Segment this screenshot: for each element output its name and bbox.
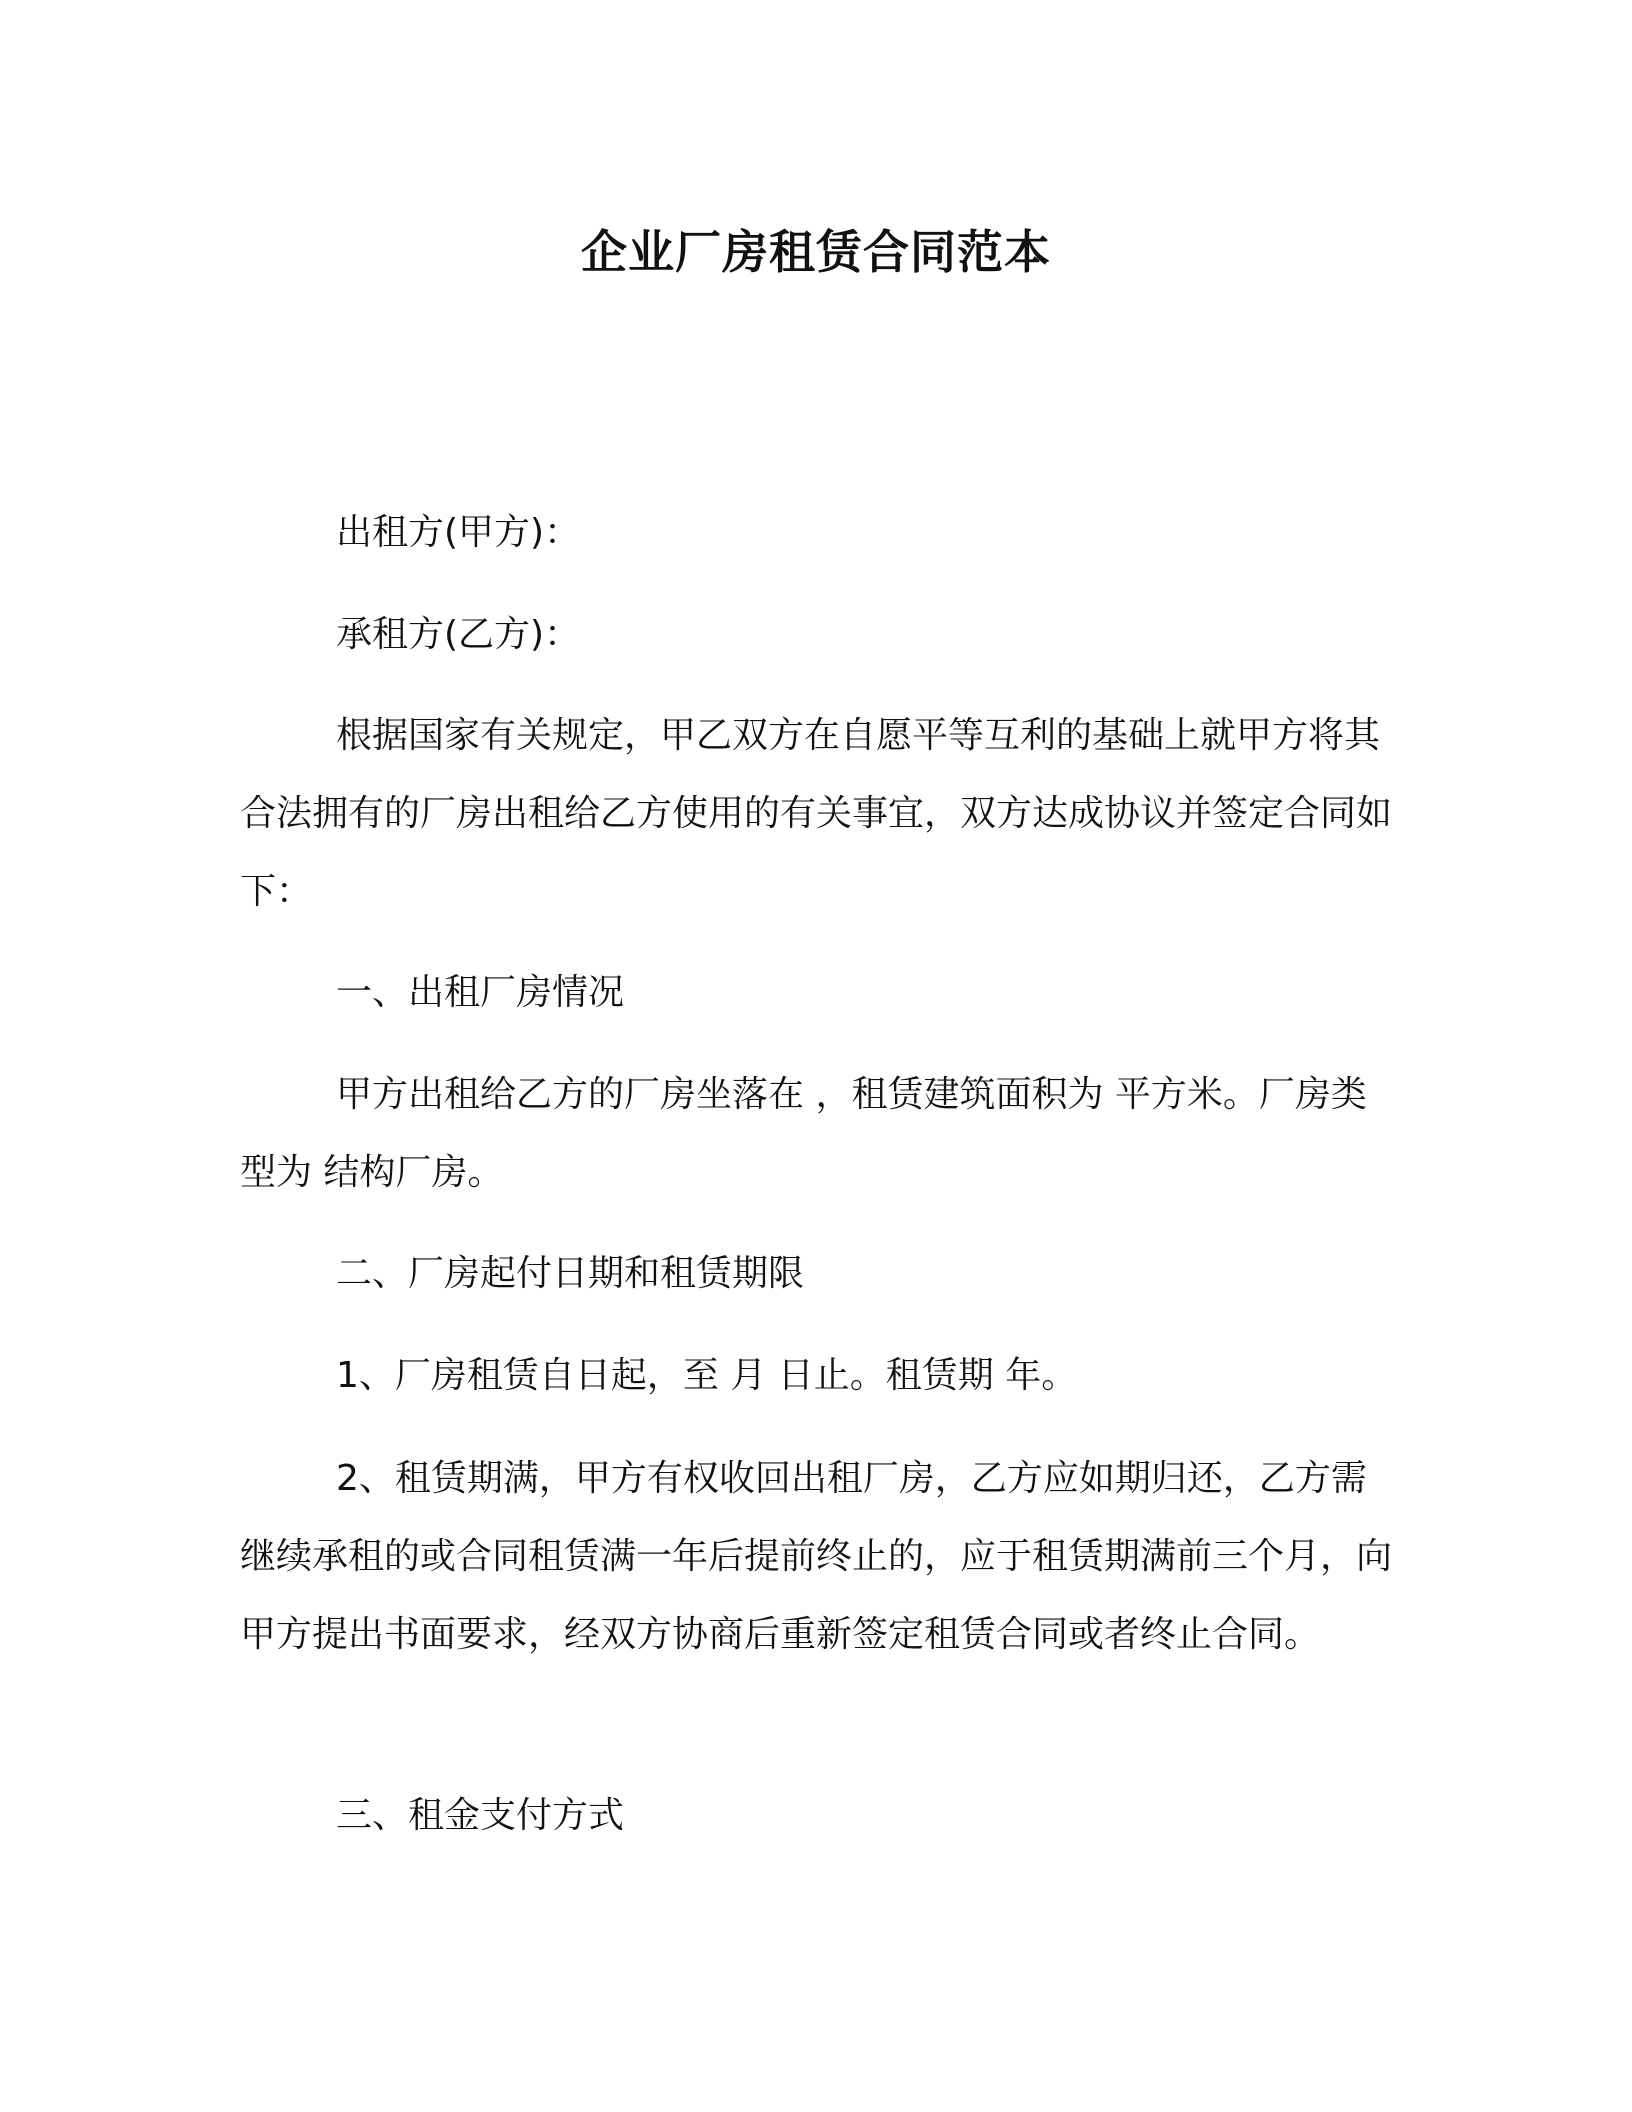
- section-2-item-2: 2、租赁期满，甲方有权收回出租厂房，乙方应如期归还，乙方需继续承租的或合同租赁满一年后提前终止的，应于租赁期满前三个月，向甲方提出书面要求，经双方协商后重新签定租赁合同或者终止合同。: [240, 1458, 1393, 1655]
- section-heading-3: 三、租金支付方式: [336, 1795, 625, 1836]
- document-title: 企业厂房租赁合同范本: [581, 225, 1051, 279]
- section-heading-2: 二、厂房起付日期和租赁期限: [336, 1253, 805, 1294]
- section-1-body: 甲方出租给乙方的厂房坐落在 ，租赁建筑面积为 平方米。厂房类型为 结构厂房。: [240, 1074, 1367, 1193]
- lessor-line: 出租方(甲方)：: [336, 512, 581, 553]
- preamble-paragraph: 根据国家有关规定，甲乙双方在自愿平等互利的基础上就甲方将其合法拥有的厂房出租给乙方使用的有关事宜，双方达成协议并签定合同如下：: [240, 715, 1393, 912]
- lessee-line: 承租方(乙方)：: [336, 614, 581, 655]
- section-heading-1: 一、出租厂房情况: [336, 972, 625, 1013]
- section-2-item-1: 1、厂房租赁自日起，至 月 日止。租赁期 年。: [336, 1355, 1078, 1396]
